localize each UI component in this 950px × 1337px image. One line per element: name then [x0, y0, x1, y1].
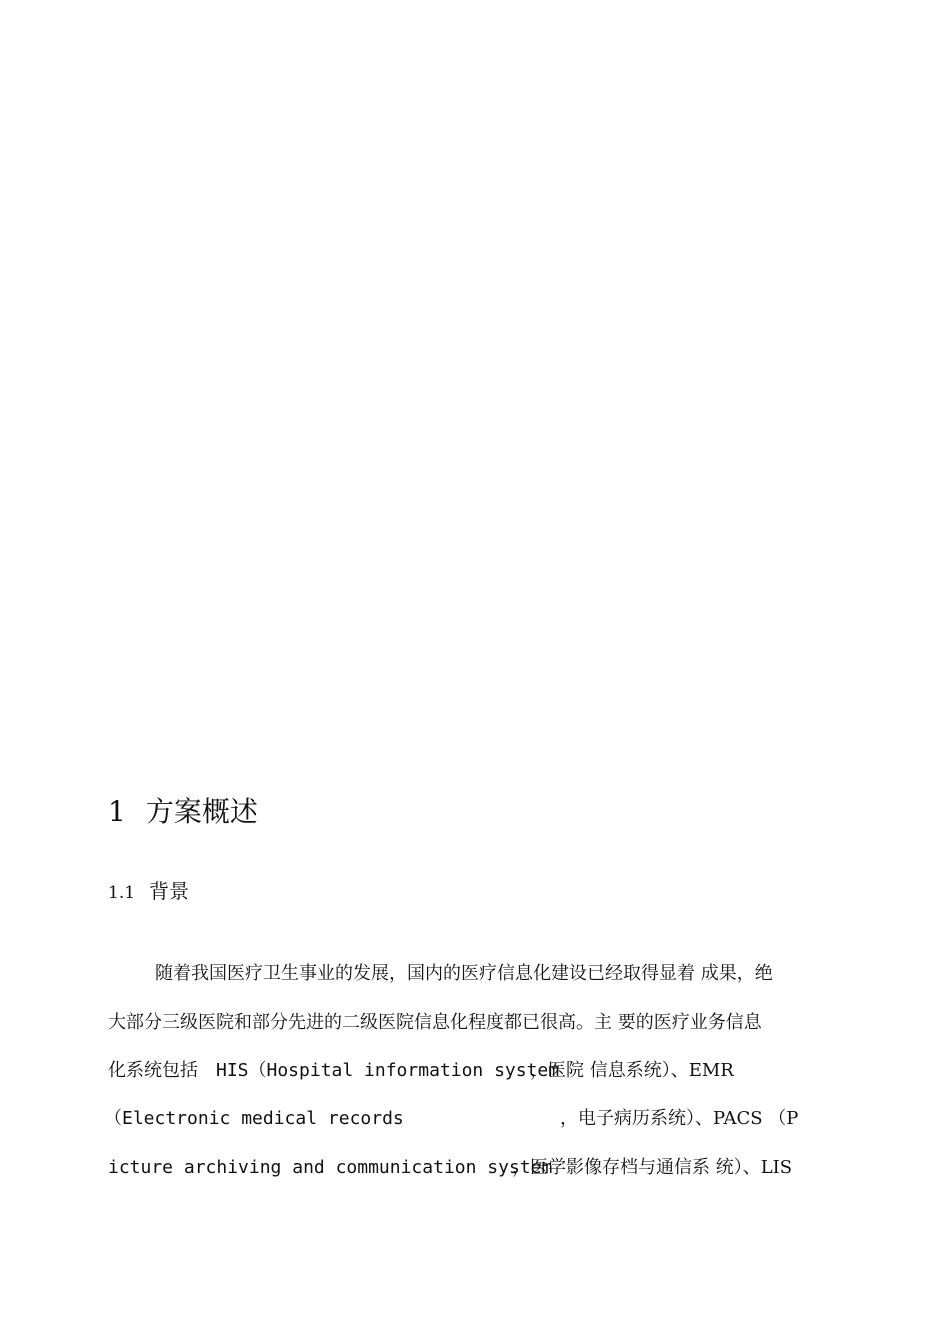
subsection-title: 背景 — [149, 879, 190, 903]
paragraph-line-5-term: icture archiving and communication system — [108, 1157, 553, 1178]
section-title: 方案概述 — [145, 795, 258, 828]
paragraph-line-5-end: ，医学影像存档与通信系 统）、LIS — [512, 1157, 793, 1178]
subsection-number: 1.1 — [108, 883, 136, 903]
paragraph-line-4-term: （Electronic medical records — [104, 1108, 404, 1129]
paragraph-line-3-term: HIS（Hospital information system — [216, 1060, 560, 1081]
paragraph-line-3-end: ，医院 信息系统）、EMR — [530, 1060, 734, 1081]
paragraph-line-1: 随着我国医疗卫生事业的发展，国内的医疗信息化建设已经取得显着 成果，绝 — [155, 963, 773, 984]
paragraph-line-3-start: 化系统包括 — [108, 1060, 198, 1081]
section-heading — [108, 792, 258, 832]
section-number: 1 — [108, 795, 126, 828]
subsection-heading — [108, 876, 189, 908]
paragraph-line-4-end: ，电子病历系统）、PACS （P — [560, 1108, 799, 1129]
paragraph-line-2: 大部分三级医院和部分先进的二级医院信息化程度都已很高。主 要的医疗业务信息 — [108, 1012, 762, 1033]
